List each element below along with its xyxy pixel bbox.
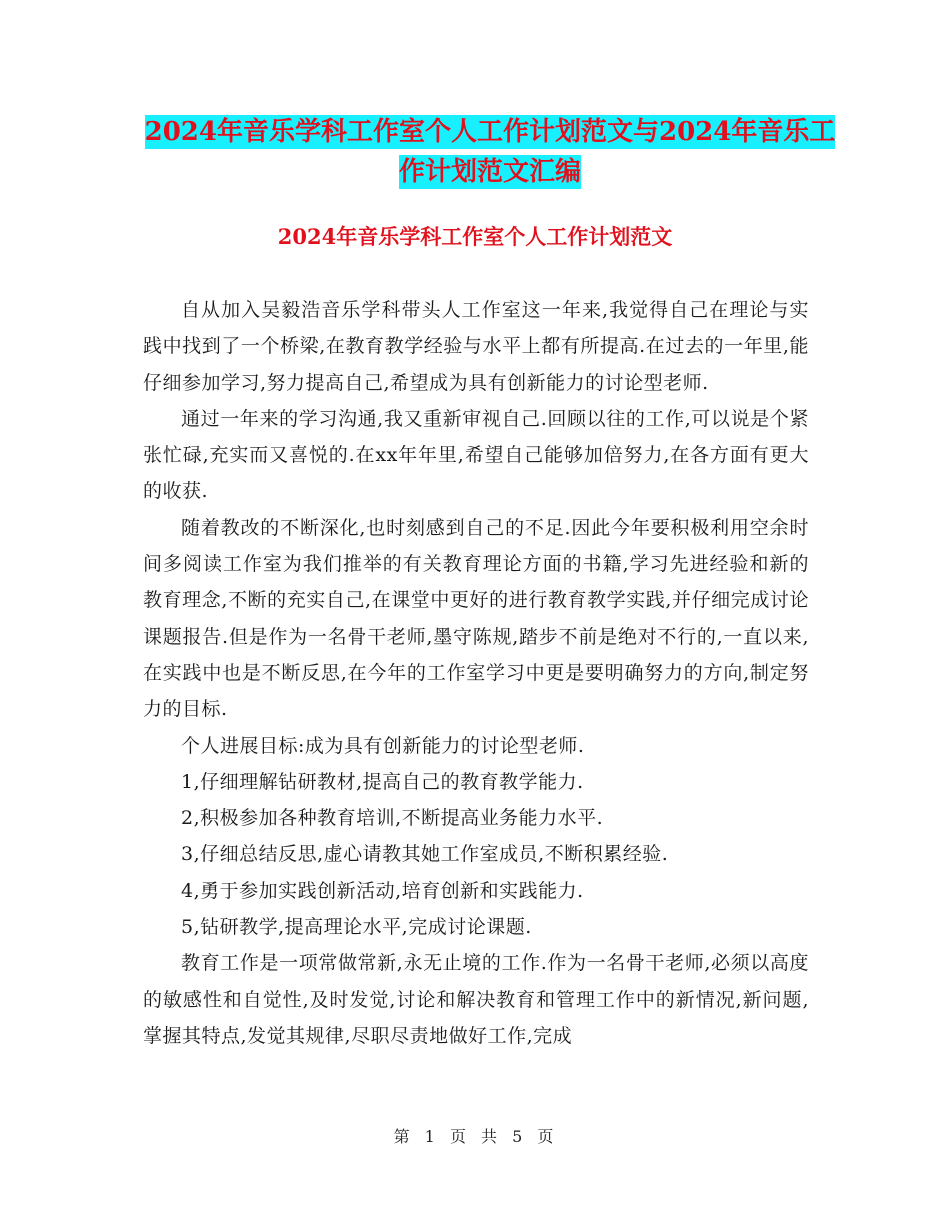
paragraph: 通过一年来的学习沟通,我又重新审视自己.回顾以往的工作,可以说是个紧张忙碌,充实而又喜悦的.在xx年年里,希望自己能够加倍努力,在各方面有更大的收获. [143,407,809,503]
page-footer: 第 1 页 共 5 页 [393,1127,557,1146]
list-item: 3,仔细总结反思,虚心请教其她工作室成员,不断积累经验. [181,843,669,866]
list-item: 2,积极参加各种教育培训,不断提高业务能力水平. [181,807,604,830]
list-item: 5,钻研教学,提高理论水平,完成讨论课题. [181,916,532,939]
paragraph: 随着教改的不断深化,也时刻感到自己的不足.因此今年要积极利用空余时间多阅读工作室为我们推举的有关教育理论方面的书籍,学习先进经验和新的教育理念,不断的充实自己,在课堂中更好的进行教育教学实践,并仔细完成讨论课题报告.但是作为一名骨干老师,墨守陈规,踏步不前是绝对不行的,一直以来,在实践中也是不断反思,在今年的工作室学习中更是要明确努力的方向,制定努力的目标. [143,516,809,721]
document-title [140,112,840,192]
document-title-text: 2024年音乐学科工作室个人工作计划范文与2024年音乐工作计划范文汇编 [144,117,836,187]
body-text [143,292,809,1054]
paragraph: 教育工作是一项常做常新,永无止境的工作.作为一名骨干老师,必须以高度的敏感性和自觉性,及时发觉,讨论和解决教育和管理工作中的新情况,新问题,掌握其特点,发觉其规律,尽职尽责地做好工作,完成 [143,952,809,1047]
paragraph: 自从加入吴毅浩音乐学科带头人工作室这一年来,我觉得自己在理论与实践中找到了一个桥梁,在教育教学经验与水平上都有所提高.在过去的一年里,能仔细参加学习,努力提高自己,希望成为具有创新能力的讨论型老师. [143,299,809,394]
list-item: 1,仔细理解钻研教材,提高自己的教育教学能力. [181,770,584,793]
paragraph: 个人进展目标:成为具有创新能力的讨论型老师. [181,734,585,757]
list-item: 4,勇于参加实践创新活动,培育创新和实践能力. [181,879,584,902]
section-title: 2024年音乐学科工作室个人工作计划范文 [277,224,673,249]
